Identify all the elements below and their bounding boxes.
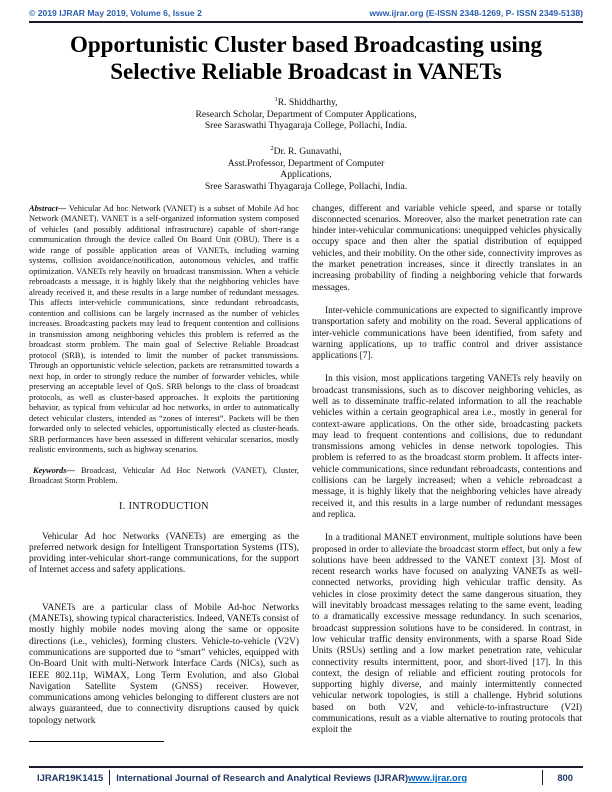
author-1-affiliation-line-2: Sree Saraswathi Thyagaraja College, Pollachi, India.: [204, 120, 408, 132]
page-title: [29, 31, 583, 85]
authors-section: [29, 94, 583, 193]
two-column-body: [29, 204, 583, 764]
author-1-name: $^1$R. Shiddharthy,: [274, 96, 338, 109]
author-2-affiliation-line-3: Sree Saraswathi Thyagaraja College, Pollachi, India.: [204, 180, 408, 192]
author-2-sup: 2: [270, 144, 274, 152]
keywords-label: Keywords—: [33, 465, 75, 475]
keywords-text: Broadcast, Vehicular Ad Hoc Network (VANET), Cluster, Broadcast Storm Problem.: [29, 465, 299, 486]
abstract: [29, 204, 299, 456]
footer-row: [29, 770, 583, 785]
author-1: [29, 94, 583, 132]
section-heading-introduction: I. INTRODUCTION: [119, 500, 209, 512]
right-paragraph-2: Inter-vehicle communications are expected to significantly improve transportation safety and mobility on the road. Several applications of inter-vehicle communications have been identified, from safety and warning applications, up to traffic control and driver assistance applications [7].: [312, 305, 582, 362]
footer-website-link[interactable]: www.ijrar.org: [408, 772, 468, 783]
author-1-affiliation-line-1: Research Scholar, Department of Computer Applications,: [195, 108, 417, 120]
right-column: [312, 204, 582, 764]
author-2-affiliation-line-1: Asst.Professor, Department of Computer: [227, 157, 385, 169]
intro-paragraph-1: Vehicular Ad hoc Networks (VANETs) are emerging as the preferred network design for Intelligent Transportation Systems (ITS), providing inter-vehicular short-range communications, for the support of Internet access and safety applications.: [29, 531, 299, 576]
keywords: [29, 466, 299, 487]
left-column: [29, 204, 299, 764]
right-paragraph-3: In this vision, most applications targeting VANETs rely heavily on broadcast transmissions, such as to discover neighboring vehicles, as well as to disseminate traffic-related information to all the reachable vehicles within a certain geographical area i.e., mostly in general for context-aware applications. On the other side, broadcasting packets may lead to frequent contentions and collisions, due to redundant transmissions among vehicles in dense network topologies. This problem is referred to as the broadcast storm problem. It affects inter-vehicle communications, since redundant rebroadcasts, contentions and collisions can be largely increased; when a vehicle rebroadcast a message, it is highly likely that the neighboring vehicles have already received it, and this results in a large number of redundant messages and replica.: [312, 374, 582, 520]
right-paragraph-4: In a traditional MANET environment, multiple solutions have been proposed in order to alleviate the broadcast storm effect, but only a few solutions have been addressed to the VANET context [3]. Most of recent research works have focused on analyzing VANETs as well-connected networks, providing high vehicular traffic density. As vehicles in close proximity detect the same dangerous situation, they will inevitably broadcast messages relating to the same event, leading to a dramatically excessive message redundancy. In such scenarios, broadcast suppression solutions have to be considered. In contrast, in low vehicular traffic density environments, with a sparse Road Side Units (RSUs) settling and a low market penetration rate, vehicular connectivity results intermittent, poor, and short-lived [17]. In this context, the design of reliable and efficient routing protocols for supporting highly diverse, and mainly intermittently connected vehicular network topologies, is still a challenge. Hybrid solutions based on both V2V, and vehicle-to-infrastructure (V2I) communications, result as a viable alternative to routing protocols that exploit the: [312, 533, 582, 736]
journal-name: International Journal of Research and Analytical Reviews (IJRAR)www.ijrar.org: [116, 772, 468, 783]
author-2-affiliation-line-2: Applications,: [280, 169, 332, 181]
footer-separator-2: [542, 770, 543, 785]
abstract-label: Abstract—: [29, 203, 67, 213]
author-1-sup: 1: [274, 96, 278, 103]
title-line-2: Selective Reliable Broadcast in VANETs: [110, 59, 502, 84]
page-number: 800: [557, 772, 573, 783]
footnote-divider: [29, 741, 164, 742]
author-2: [29, 143, 583, 193]
abstract-text: Vehicular Ad hoc Network (VANET) is a subset of Mobile Ad hoc Network (MANET). VANET is a self-organized information system composed of vehicles (and possibly additional infrastructure) capable of short-range communication through the device called On Board Unit (OBU). There is a wide range of possible application areas of VANETs, including warning systems, collision avoidance/notification, autonomous vehicles, and traffic optimization. VANETs rely heavily on broadcast transmission. When a vehicle rebroadcasts a message, it is highly likely that the neighboring vehicles have already received it, and these results in a large number of redundant messages. This affects inter-vehicle communications, since redundant rebroadcasts, contention and collisions can be largely increased as the number of vehicles increases. Broadcasting packets may lead to frequent contention and collisions in transmission among neighboring vehicles this problem is referred as the broadcast storm problem. The main goal of Selective Reliable Broadcast protocol (SRB), is intended to limit the number of packet transmissions. Through an opportunistic vehicle selection, packets are retransmitted towards a next hop, in order to strongly reduce the number of forwarder vehicles, while preserving an acceptable level of QoS. SRB belongs to the class of broadcast protocols, as well as cluster-based approaches. It exploits the partitioning behavior, as typical from vehicular ad hoc networks, in order to automatically detect vehicular clusters, intended as “zones of interest”. Packets will be then forwarded only to selected vehicles, opportunistically elected as cluster-heads. SRB performances have been assessed in different vehicular scenarios, mostly realistic environments, such as highway scenarios.: [29, 203, 299, 455]
intro-paragraph-2: VANETs are a particular class of Mobile Ad-hoc Networks (MANETs), showing typical characteristics. Indeed, VANETs consist of mostly highly mobile nodes moving along the same or opposite directions (i.e., vehicles), forming clusters. Vehicle-to-vehicle (V2V) communications are supported due to “smart” vehicles, equipped with On-Board Unit with multi-Network Interface Cards (NICs), such as IEEE 802.11p, WiMAX, Long Term Evolution, and also Global Navigation Satellite System (GNSS) receiver. However, communications among vehicles belonging to different clusters are not always guaranteed, due to connectivity disruptions caused by quick topology network: [29, 602, 299, 726]
title-line-1: Opportunistic Cluster based Broadcasting using: [69, 32, 543, 57]
right-paragraph-1: changes, different and variable vehicle speed, and sparse or totally disconnected scenarios. Moreover, also the market penetration rate can hinder inter-vehicular communications: unequipped vehicles physically occupy space and then alter the spatial distribution of equipped vehicles, and their mobility. On the other side, connectivity improves as the market penetration increases, since it directly translates in an increasing probability of finding a neighboring vehicle that forwards messages.: [312, 203, 582, 293]
page-footer: [29, 766, 583, 785]
footer-separator-1: [109, 770, 110, 785]
paper-id: IJRAR19K1415: [37, 772, 104, 783]
header-issn-info: www.ijrar.org (E-ISSN 2348-1269, P- ISSN 2349-5138): [369, 8, 583, 18]
page-header: [29, 8, 583, 23]
author-2-name: $^2$Dr. R. Gunavathi,: [270, 144, 342, 158]
header-issue-info: © 2019 IJRAR May 2019, Volume 6, Issue 2: [29, 8, 202, 18]
